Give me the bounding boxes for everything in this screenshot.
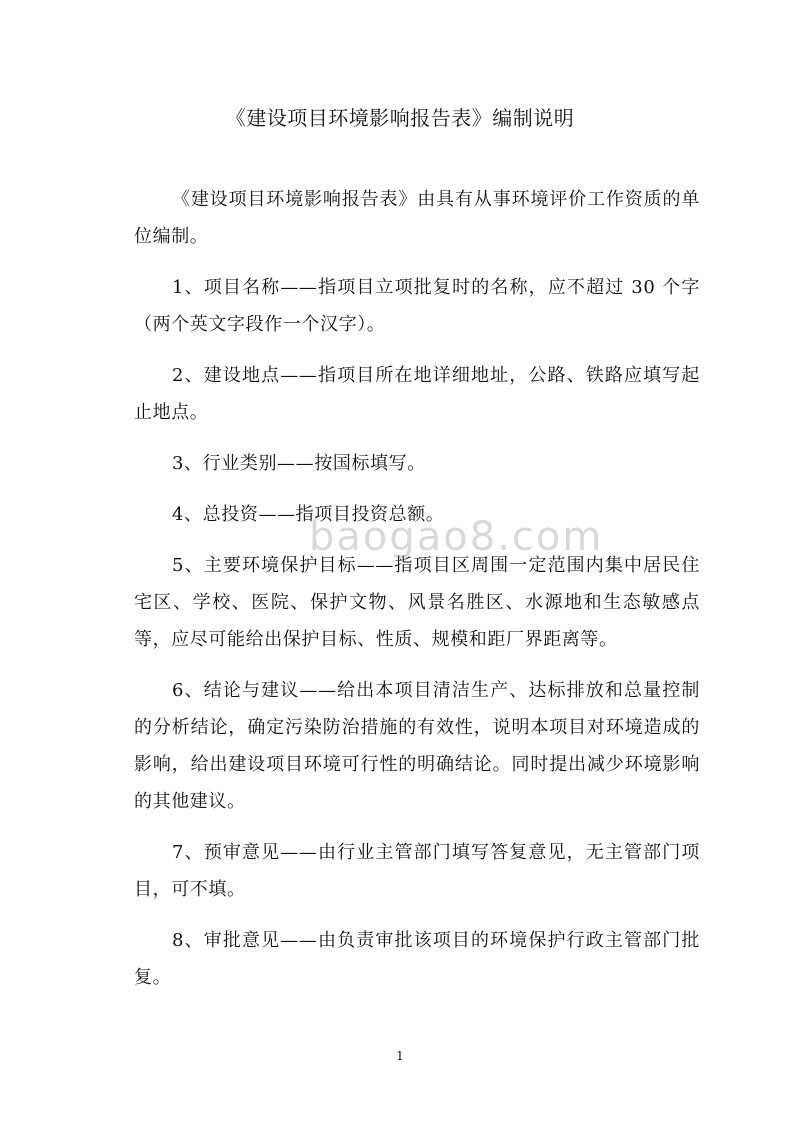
paragraph-intro: 《建设项目环境影响报告表》由具有从事环境评价工作资质的单位编制。 bbox=[134, 189, 700, 247]
paragraph-item-6: 6、结论与建议——给出本项目清洁生产、达标排放和总量控制的分析结论，确定污染防治措施的有效性，说明本项目对环境造成的影响，给出建设项目环境可行性的明确结论。同时提出减少环境影响的其他建议。 bbox=[134, 680, 700, 812]
paragraph-item-2: 2、建设地点——指项目所在地详细地址，公路、铁路应填写起止地点。 bbox=[134, 365, 700, 423]
paragraph-item-7: 7、预审意见——由行业主管部门填写答复意见，无主管部门项目，可不填。 bbox=[134, 842, 700, 900]
paragraph-item-4: 4、总投资——指项目投资总额。 bbox=[172, 504, 445, 525]
paragraph-item-3: 3、行业类别——按国标填写。 bbox=[172, 453, 426, 474]
paragraph-item-8: 8、审批意见——由负责审批该项目的环境保护行政主管部门批复。 bbox=[134, 930, 700, 988]
document-title: 《建设项目环境影响报告表》编制说明 bbox=[225, 106, 575, 130]
document-body bbox=[134, 181, 700, 1010]
watermark: baogao8.com bbox=[309, 514, 604, 560]
paragraph-item-1: 1、项目名称——指项目立项批复时的名称，应不超过 30 个字（两个英文字段作一个汉字）。 bbox=[134, 277, 700, 335]
paragraph-item-5: 5、主要环境保护目标——指项目区周围一定范围内集中居民住宅区、学校、医院、保护文物、风景名胜区、水源地和生态敏感点等，应尽可能给出保护目标、性质、规模和距厂界距离等。 bbox=[134, 555, 700, 650]
page-number: 1 bbox=[396, 1049, 404, 1063]
